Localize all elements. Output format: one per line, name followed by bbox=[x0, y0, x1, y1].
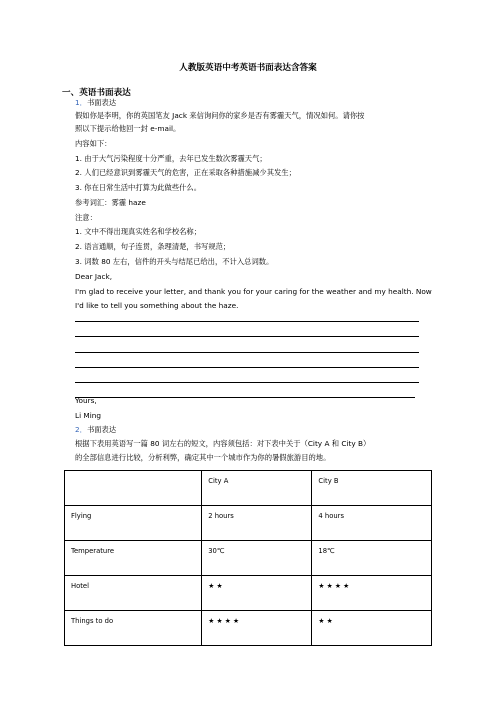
q1-note-3: 3. 词数 80 左右，信件的开头与结尾已给出，不计入总词数。 bbox=[75, 257, 274, 266]
q2-prompt-line-2: 的全部信息进行比较，分析利弊，确定其中一个城市作为你的暑假旅游目的地。 bbox=[75, 453, 331, 462]
comparison-table bbox=[64, 470, 432, 646]
table-cell: Hotel bbox=[65, 576, 202, 611]
letter-greeting: Dear Jack, bbox=[75, 272, 113, 281]
section-heading: 一、英语书面表达 bbox=[62, 88, 131, 98]
letter-signature: Li Ming bbox=[75, 411, 101, 420]
q1-point-2: 2. 人们已经意识到雾霾天气的危害，正在采取各种措施减少其发生； bbox=[75, 168, 296, 177]
letter-opening-line-1: I'm glad to receive your letter, and thank you for your caring for the weather and my health. Now bbox=[75, 287, 432, 296]
table-row bbox=[65, 611, 432, 646]
table-cell: ★ ★ ★ ★ bbox=[202, 611, 312, 646]
table-header-row bbox=[65, 471, 432, 506]
table-row bbox=[65, 576, 432, 611]
table-header-cell: City B bbox=[312, 471, 432, 506]
q1-prompt-line-2: 照以下提示给他回一封 e-mail。 bbox=[75, 124, 181, 133]
q2-prompt-line-1: 根据下表用英语写一篇 80 词左右的短文，内容须包括：对下表中关于（City A 和 City B） bbox=[75, 439, 371, 448]
document-title: 人教版英语中考英语书面表达含答案 bbox=[179, 63, 317, 73]
q1-note-1: 1. 文中不得出现真实姓名和学校名称； bbox=[75, 227, 202, 236]
q1-prompt-line-1: 假如你是李明，你的英国笔友 Jack 来信询问你的家乡是否有雾霾天气，情况如何。请你按 bbox=[75, 111, 365, 120]
table-cell: ★ ★ ★ ★ bbox=[312, 576, 432, 611]
answer-line bbox=[75, 382, 419, 383]
q2-heading-text: 书面表达 bbox=[86, 425, 117, 434]
table-cell: 30℃ bbox=[202, 541, 312, 576]
table-header-cell: City A bbox=[202, 471, 312, 506]
table-cell: Things to do bbox=[65, 611, 202, 646]
answer-line bbox=[75, 397, 415, 398]
table-row bbox=[65, 506, 432, 541]
q1-vocab: 参考词汇：雾霾 haze bbox=[75, 198, 146, 207]
answer-line bbox=[75, 321, 419, 322]
table-cell: ★ ★ bbox=[312, 611, 432, 646]
table-cell: 18℃ bbox=[312, 541, 432, 576]
q2-number: 2． bbox=[75, 425, 87, 434]
table-row bbox=[65, 541, 432, 576]
table-cell: 4 hours bbox=[312, 506, 432, 541]
q1-content-label: 内容如下： bbox=[75, 139, 112, 148]
q1-notes-label: 注意： bbox=[75, 213, 97, 222]
q1-heading bbox=[75, 98, 116, 108]
q2-heading bbox=[75, 425, 116, 435]
table-cell: 2 hours bbox=[202, 506, 312, 541]
answer-line bbox=[75, 367, 419, 368]
q1-note-2: 2. 语言通顺，句子连贯，条理清楚，书写规范； bbox=[75, 242, 231, 251]
answer-line bbox=[75, 352, 419, 353]
table-header-cell bbox=[65, 471, 202, 506]
q1-number: 1． bbox=[75, 98, 87, 107]
table-cell: ★ ★ bbox=[202, 576, 312, 611]
letter-closing: Yours, bbox=[75, 396, 97, 405]
letter-opening-line-2: I'd like to tell you something about the haze. bbox=[75, 301, 239, 310]
table-cell: Flying bbox=[65, 506, 202, 541]
q1-point-1: 1. 由于大气污染程度十分严重，去年已发生数次雾霾天气； bbox=[75, 154, 267, 163]
q1-heading-text: 书面表达 bbox=[86, 98, 117, 107]
answer-line bbox=[75, 336, 419, 337]
q1-point-3: 3. 你在日常生活中打算为此做些什么。 bbox=[75, 183, 202, 192]
table-cell: Temperature bbox=[65, 541, 202, 576]
